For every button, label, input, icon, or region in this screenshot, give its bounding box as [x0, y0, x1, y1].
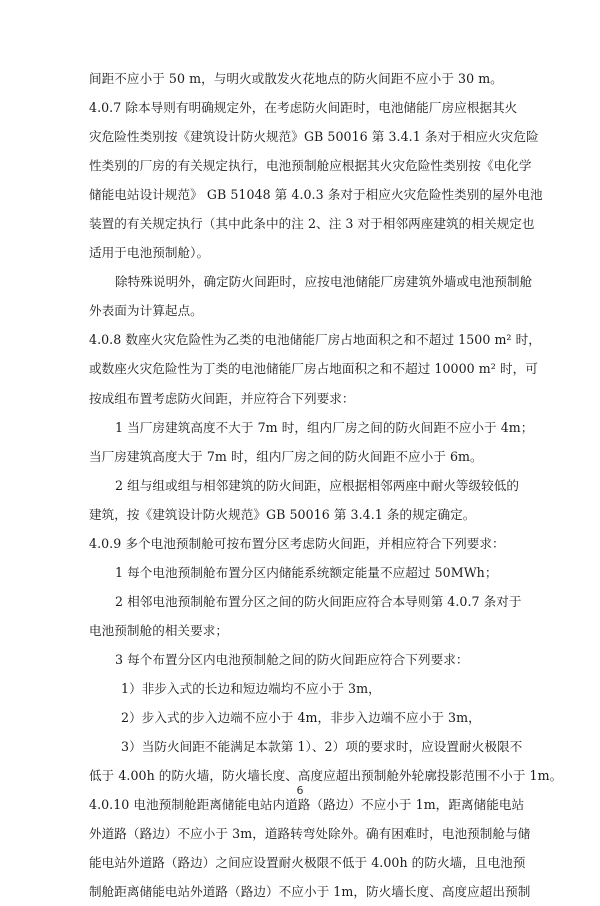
text-line: 当厂房建筑高度大于 7m 时，组内厂房之间的防火间距不应小于 6m。 [89, 448, 483, 464]
text-line: 或数座火灾危险性为丁类的电池储能厂房占地面积之和不超过 10000 m² 时，可 [89, 361, 538, 377]
text-line: 装置的有关规定执行（其中此条中的注 2、注 3 对于相邻两座建筑的相关规定也 [89, 216, 535, 232]
text-line: 电池预制舱的相关要求； [89, 622, 229, 638]
paragraph-start: 除特殊说明外，确定防火间距时，应按电池储能厂房建筑外墙或电池预制舱 [115, 274, 533, 290]
list-item: 3 每个布置分区内电池预制舱之间的防火间距应符合下列要求： [115, 651, 469, 667]
text-line: 按成组布置考虑防火间距，并应符合下列要求： [89, 390, 355, 406]
list-item: 1 当厂房建筑高度不大于 7m 时，组内厂房之间的防火间距不应小于 4m； [115, 419, 534, 435]
list-item: 1 每个电池预制舱布置分区内储能系统额定能量不应超过 50MWh； [115, 564, 498, 580]
clause-4-0-10: 4.0.10 电池预制舱距离储能电站内道路（路边）不应小于 1m，距离储能电站 [89, 797, 525, 813]
text-line: 制舱距离储能电站外道路（路边）不应小于 1m，防火墙长度、高度应超出预制 [89, 884, 531, 900]
list-item: 2 相邻电池预制舱布置分区之间的防火间距应符合本导则第 4.0.7 条对于 [115, 593, 522, 609]
text-line: 外道路（路边）不应小于 3m，道路转弯处除外。确有困难时，电池预制舱与储 [89, 826, 531, 842]
clause-4-0-8: 4.0.8 数座火灾危险性为乙类的电池储能厂房占地面积之和不超过 1500 m² 时， [89, 332, 541, 348]
text-line: 外表面为计算起点。 [89, 303, 203, 319]
text-line: 能电站外道路（路边）之间应设置耐火极限不低于 4.00h 的防火墙，且电池预 [89, 855, 526, 871]
list-item: 2 组与组或组与相邻建筑的防火间距，应根据相邻两座中耐火等级较低的 [115, 477, 520, 493]
sub-list-item: 2）步入式的步入边端不应小于 4m，非步入边端不应小于 3m， [121, 710, 481, 726]
sub-list-item: 3）当防火间距不能满足本款第 1）、2）项的要求时，应设置耐火极限不 [121, 739, 523, 755]
text-line: 建筑，按《建筑设计防火规范》GB 50016 第 3.4.1 条的规定确定。 [89, 506, 476, 522]
clause-4-0-7: 4.0.7 除本导则有明确规定外，在考虑防火间距时，电池储能厂房应根据其火 [89, 100, 518, 116]
text-line: 灾危险性类别按《建筑设计防火规范》GB 50016 第 3.4.1 条对于相应火灾危险 [89, 129, 539, 145]
text-line: 低于 4.00h 的防火墙，防火墙长度、高度应超出预制舱外轮廓投影范围不小于 1m。 [89, 768, 563, 784]
text-line: 储能电站设计规范》 GB 51048 第 4.0.3 条对于相应火灾危险性类别的屋外电池 [89, 187, 543, 203]
text-line: 适用于电池预制舱）。 [89, 245, 210, 261]
clause-4-0-9: 4.0.9 多个电池预制舱可按布置分区考虑防火间距，并相应符合下列要求： [89, 535, 505, 551]
text-line: 间距不应小于 50 m，与明火或散发火花地点的防火间距不应小于 30 m。 [89, 71, 503, 86]
text-line: 性类别的厂房的有关规定执行，电池预制舱应根据其火灾危险性类别按《电化学 [89, 158, 532, 174]
sub-list-item: 1）非步入式的长边和短边端均不应小于 3m， [121, 680, 381, 696]
page-number: 6 [296, 784, 304, 797]
body-text [89, 64, 563, 906]
